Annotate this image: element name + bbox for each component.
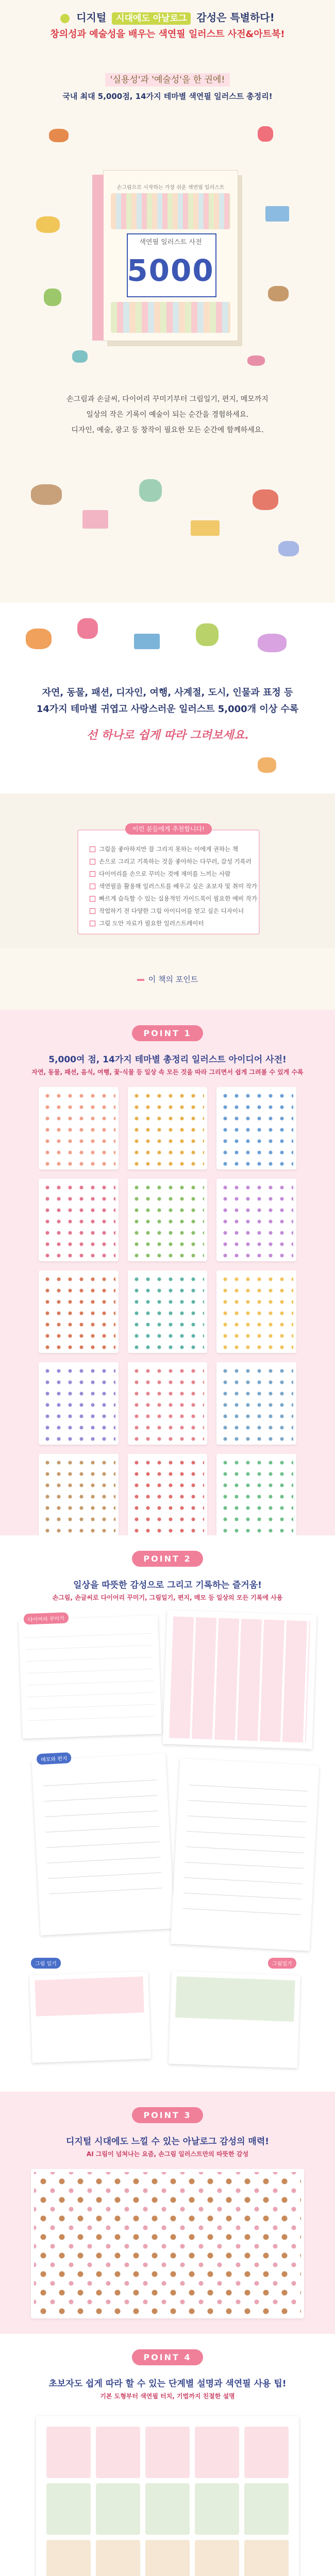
step-guide-grid <box>46 2427 289 2576</box>
sample-page <box>39 1270 119 1353</box>
bear-sticker-icon <box>26 629 52 649</box>
tree-sticker-icon <box>139 479 162 502</box>
point-1-page-grid <box>39 1087 296 1536</box>
point-1-section <box>0 1010 335 1535</box>
point-1-title: 5,000여 점, 14가지 테마별 총정리 일러스트 아이디어 사전! <box>48 1055 287 1065</box>
cat-sticker-icon <box>31 484 62 505</box>
point-2-title: 일상을 따뜻한 감성으로 그리고 기록하는 즐거움! <box>73 1580 262 1590</box>
checkbox-icon <box>90 908 95 914</box>
point-2-section <box>0 1535 335 2092</box>
hero-badge-left: 디지털 <box>76 11 107 24</box>
cactus-sticker-icon <box>196 623 219 646</box>
leaf-icon <box>60 14 70 23</box>
cloud-sticker-icon <box>278 541 299 556</box>
category-line-1: 자연, 동물, 패션, 디자인, 여행, 사계절, 도시, 인물과 표정 등 <box>42 687 293 698</box>
fox-sticker-icon <box>49 129 69 142</box>
step-cell <box>244 2483 289 2535</box>
step-cell <box>96 2483 140 2535</box>
recommend-item: 다이어리를 손으로 꾸미는 것에 재미를 느끼는 사람 <box>90 870 230 878</box>
step-cell <box>244 2540 289 2576</box>
sample-page <box>128 1179 208 1261</box>
step-cell <box>145 2540 190 2576</box>
handwriting-line <box>43 1774 156 1786</box>
recommend-item: 작업하기 전 다양한 그림 아이디어를 얻고 싶은 디자이너 <box>90 907 244 915</box>
hero-foot-line-2: 일상의 작은 기록이 예술이 되는 순간을 경험하세요. <box>86 411 249 419</box>
point-2-badge: POINT 2 <box>0 1551 335 1567</box>
handwriting-line <box>48 1867 161 1878</box>
recommend-item: 그림을 좋아하지만 잘 그리지 못하는 이에게 권하는 책 <box>90 845 238 853</box>
car-sticker-icon <box>191 520 220 536</box>
umbrella-sticker-icon <box>258 634 287 652</box>
step-cell <box>145 2483 190 2535</box>
recommend-item: 색연필을 활용해 일러스트를 배우고 싶은 초보자 및 취미 작가 <box>90 882 257 890</box>
letter-tag: 메모와 편지 <box>37 1752 72 1765</box>
diary-card-image <box>175 1976 295 2022</box>
handwriting-line <box>186 1841 305 1853</box>
points-intro-title: 이 책의 포인트 <box>0 974 335 985</box>
hero-headline-4: 국내 최대 5,000점, 14가지 테마별 색연필 일러스트 총정리! <box>62 92 273 101</box>
point-1-subtitle: 자연, 동물, 패션, 음식, 여행, 꽃·식물 등 일상 속 모든 것을 따라 그리면서 쉽게 그려볼 수 있게 수록 <box>31 1069 304 1076</box>
hero-foot-line-3: 디자인, 예술, 광고 등 창작이 필요한 모든 순간에 함께하세요. <box>71 426 264 434</box>
dog-sticker-icon <box>268 286 289 301</box>
point-4-title: 초보자도 쉽게 따라 할 수 있는 단계별 설명과 색연필 사용 팁! <box>48 2379 287 2389</box>
letter-paper <box>171 1758 319 1951</box>
step-cell <box>145 2427 190 2478</box>
step-cell <box>96 2540 140 2576</box>
recommend-item: 그림 도안 자료가 필요한 일러스트레이터 <box>90 919 204 927</box>
recommend-box <box>77 825 260 935</box>
handwriting-line <box>185 1857 304 1869</box>
sample-page <box>216 1179 296 1261</box>
cheese-sticker-icon <box>36 216 60 233</box>
step-cell <box>195 2540 239 2576</box>
diary-spread <box>19 1615 162 1738</box>
chick-sticker-icon <box>258 757 276 773</box>
sample-page <box>39 1179 119 1261</box>
point-3-section <box>0 2092 335 2334</box>
hero-section <box>0 0 335 603</box>
step-cell <box>195 2483 239 2535</box>
sample-page <box>39 1362 119 1445</box>
step-cell <box>46 2483 91 2535</box>
sample-page <box>216 1087 296 1170</box>
point-3-subtitle: AI 그림이 넘쳐나는 요즘, 손그림 일러스트만의 따뜻한 감성 <box>86 2150 249 2158</box>
book-pattern-bottom <box>111 302 230 333</box>
book-pattern-top <box>111 193 230 229</box>
diary-card-image <box>35 1976 144 2016</box>
book-title: 색연필 일러스트 사전 <box>139 239 202 246</box>
checkbox-icon <box>90 884 95 889</box>
step-guide-page <box>36 2416 299 2576</box>
diary-card <box>29 1971 151 2063</box>
handwriting-line <box>46 1836 160 1848</box>
sample-page <box>128 1454 208 1536</box>
handwriting-line <box>45 1821 159 1832</box>
hero-headline-2: 창의성과 예술성을 배우는 색연필 일러스트 사전&아트북! <box>50 29 285 40</box>
sample-page <box>128 1362 208 1445</box>
handwriting-line <box>182 1903 301 1915</box>
picture-diary-tag: 그림일기 <box>268 1958 296 1969</box>
handwriting-line <box>187 1826 305 1838</box>
whale-sticker-icon <box>72 350 88 363</box>
flower-sticker-icon <box>77 618 98 639</box>
handwriting-line <box>184 1872 303 1884</box>
diary-grid <box>169 1616 310 1742</box>
hero-bottom-illustrations <box>21 464 314 582</box>
handwriting-line <box>44 1805 158 1817</box>
handwriting-line <box>47 1852 160 1863</box>
book-cover <box>103 170 238 341</box>
diary-spread <box>163 1610 317 1749</box>
handwriting-line <box>188 1810 306 1822</box>
gift-sticker-icon <box>82 510 108 529</box>
strawberry-sticker-icon <box>258 126 273 142</box>
point-3-badge: POINT 3 <box>0 2107 335 2123</box>
sample-page <box>216 1270 296 1353</box>
category-stickers <box>21 613 314 675</box>
diary-card-tag: 그림 일기 <box>31 1958 61 1969</box>
sample-page <box>216 1362 296 1445</box>
book-subtitle: 손그림으로 시작하는 가장 쉬운 색연필 일러스트 <box>116 185 225 191</box>
point-4-badge: POINT 4 <box>0 2349 335 2365</box>
sample-page <box>216 1454 296 1536</box>
point-4-section <box>0 2334 335 2576</box>
checkbox-icon <box>90 846 95 852</box>
category-line-2: 14가지 테마별 귀엽고 사랑스러운 일러스트 5,000개 이상 수록 <box>36 704 299 715</box>
bus-sticker-icon <box>265 206 289 222</box>
recommend-section <box>0 793 335 948</box>
step-cell <box>46 2427 91 2478</box>
hero-badge-right: 감성은 특별하다! <box>196 11 275 24</box>
hero-headline-1 <box>0 9 335 24</box>
hero-badge-mid: 시대에도 아날로그 <box>112 12 191 25</box>
checkbox-icon <box>90 921 95 926</box>
handwriting-line <box>44 1790 157 1801</box>
hero-foot-line-1: 손그림과 손글씨, 다이어리 꾸미기부터 그림일기, 편지, 메모까지 <box>66 395 269 403</box>
category-script: 선 하나로 쉽게 따라 그려보세요. <box>86 728 249 742</box>
cake-sticker-icon <box>247 355 265 366</box>
checkbox-icon <box>90 859 95 865</box>
point-3-page <box>31 2169 304 2318</box>
handwriting-line <box>188 1795 307 1807</box>
sample-page <box>39 1454 119 1536</box>
letter-paper <box>31 1753 174 1935</box>
point-1-badge: POINT 1 <box>0 1025 335 1041</box>
diary-lines <box>25 1626 156 1732</box>
step-cell <box>195 2427 239 2478</box>
plant-sticker-icon <box>44 289 61 306</box>
point-2-subtitle: 손그림, 손글씨로 다이어리 꾸미기, 그림일기, 편지, 메모 등 일상의 모든 기록에 사용 <box>52 1594 283 1601</box>
sample-page <box>128 1270 208 1353</box>
handwriting-line <box>183 1888 302 1900</box>
house-sticker-icon <box>134 634 160 649</box>
diary-card <box>169 1971 300 2069</box>
checkbox-icon <box>90 896 95 902</box>
step-cell <box>96 2427 140 2478</box>
step-cell <box>244 2427 289 2478</box>
points-intro-section <box>0 948 335 1010</box>
hero-quote: '실용성'과 '예술성'을 한 권에! <box>0 72 335 85</box>
step-cell <box>46 2540 91 2576</box>
apple-sticker-icon <box>253 489 278 510</box>
hero-foot-text <box>0 392 335 438</box>
point-3-title: 디지털 시대에도 느낄 수 있는 아날로그 감성의 매력! <box>65 2137 270 2147</box>
recommend-title: 이런 분들에게 추천합니다! <box>78 823 259 833</box>
checkbox-icon <box>90 871 95 877</box>
book-spine <box>92 175 104 341</box>
diary-tag: 다이어리 꾸미기 <box>24 1612 69 1624</box>
point-4-subtitle: 기본 도형부터 색연필 터치, 기법까지 친절한 설명 <box>100 2393 235 2400</box>
recommend-item: 빠르게 습득할 수 있는 실용적인 가이드북이 필요한 예비 작가 <box>90 894 257 903</box>
pencil-icon <box>137 979 144 981</box>
book-number: 5000 <box>127 253 214 288</box>
sample-page <box>39 1087 119 1170</box>
handwriting-line <box>48 1883 162 1894</box>
sample-page <box>128 1087 208 1170</box>
category-section <box>0 603 335 793</box>
handwriting-line <box>189 1780 308 1791</box>
recommend-item: 손으로 그리고 기록하는 것을 좋아하는 다꾸러, 감성 기록러 <box>90 857 252 866</box>
